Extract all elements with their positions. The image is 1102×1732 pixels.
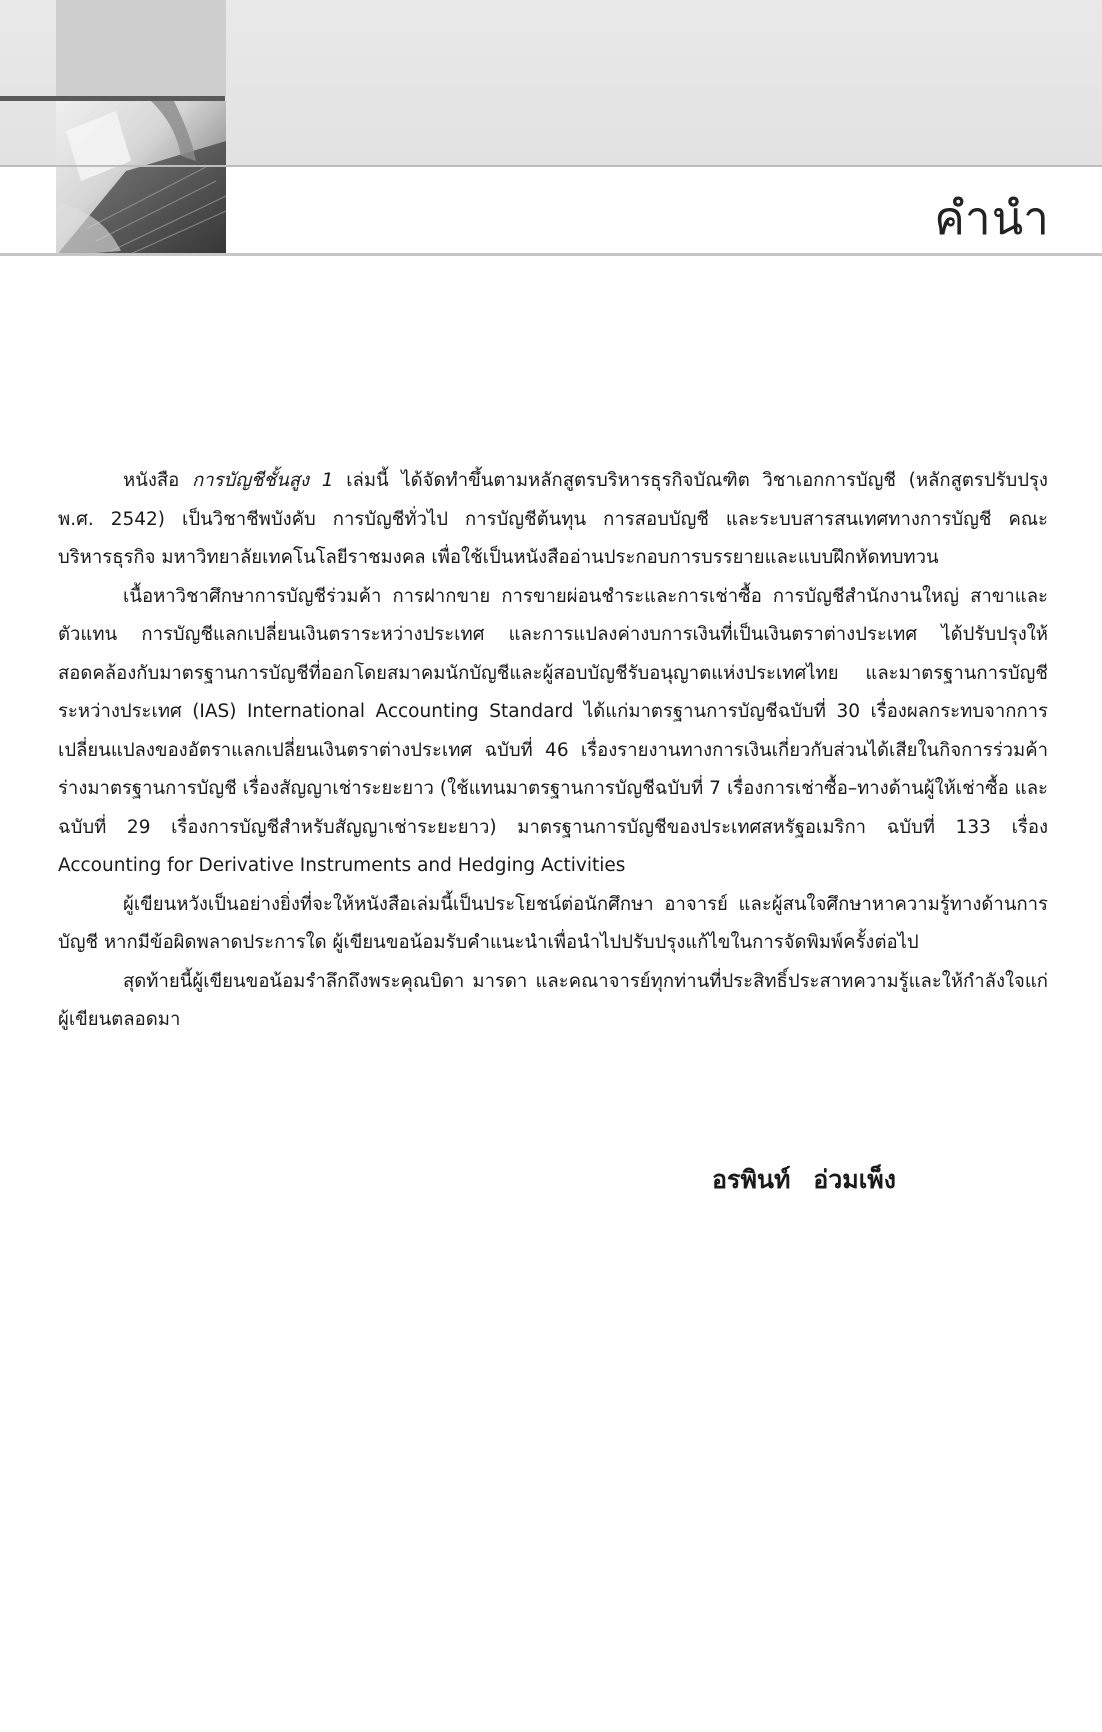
paragraph-1-intro: หนังสือ [123,470,192,491]
paragraph-4: สุดท้ายนี้ผู้เขียนขอน้อมรำลึกถึงพระคุณบิดา มารดา และคณาจารย์ทุกท่านที่ประสิทธิ์ประสาทความรู้และให้กำลังใจแก่ผู้เขียนตลอดมา [58,970,1048,1030]
paragraph-2: เนื้อหาวิชาศึกษาการบัญชีร่วมค้า การฝากขาย การขายผ่อนชำระและการเช่าซื้อ การบัญชีสำนักงานใหญ่ สาขาและตัวแทน การบัญชีแลกเปลี่ยนเงินตราระหว่างประเทศ และการแปลงค่างบการเงินที่เป็นเงินตราต่างประเทศ ได้ปรับปรุงให้สอดคล้องกับมาตรฐานการบัญชีที่ออกโดยสมาคมนักบัญชีและผู้สอบบัญชีรับอนุญาตแห่งประเทศไทย และมาตรฐานการบัญชีระหว่างประเทศ (IAS) International Accounting Standard ได้แก่มาตรฐานการบัญชีฉบับที่ 30 เรื่องผลกระทบจากการเปลี่ยนแปลงของอัตราแลกเปลี่ยนเงินตราต่างประเทศ ฉบับที่ 46 เรื่องรายงานทางการเงินเกี่ยวกับส่วนได้เสียในกิจการร่วมค้า ร่างมาตรฐานการบัญชี เรื่องสัญญาเช่าระยะยาว (ใช้แทนมาตรฐานการบัญชีฉบับที่ 7 เรื่องการเช่าซื้อ–ทางด้านผู้ให้เช่าซื้อ และฉบับที่ 29 เรื่องการบัญชีสำหรับสัญญาเช่าระยะยาว) มาตรฐานการบัญชีของประเทศสหรัฐอเมริกา ฉบับที่ 133 เรื่อง Accounting for Derivative Instruments and Hedging Activities [58,585,1048,876]
paragraph-1 [58,462,1048,578]
hand-keyboard-illustration [56,101,226,256]
header-photo [56,0,226,256]
paragraph-1-text: เล่มนี้ ได้จัดทำขึ้นตามหลักสูตรบริหารธุรกิจบัณฑิต วิชาเอกการบัญชี (หลักสูตรปรับปรุง พ.ศ. 2542) เป็นวิชาชีพบังคับ การบัญชีทั่วไป การบัญชีต้นทุน การสอบบัญชี และระบบสารสนเทศทางการบัญชี คณะบริหารธุรกิจ มหาวิทยาลัยเทคโนโลยีราชมงคล เพื่อใช้เป็นหนังสืออ่านประกอบการบรรยายและแบบฝึกหัดทบทวน [58,470,1048,568]
header-photo-image [56,101,226,256]
paragraph-3: ผู้เขียนหวังเป็นอย่างยิ่งที่จะให้หนังสือเล่มนี้เป็นประโยชน์ต่อนักศึกษา อาจารย์ และผู้สนใจศึกษาหาความรู้ทางด้านการบัญชี หากมีข้อผิดพลาดประการใด ผู้เขียนขอน้อมรับคำแนะนำเพื่อนำไปปรับปรุงแก้ไขในการจัดพิมพ์ครั้งต่อไป [58,893,1048,953]
header-accent-line [0,96,225,101]
book-title: การบัญชีชั้นสูง 1 [191,470,334,491]
author-signature: อรพินท์ อ่วมเพ็ง [712,1165,896,1194]
page-title: คำนำ [934,191,1050,245]
preface-body [58,462,1048,1040]
header-divider-top [0,165,1102,167]
header-photo-top [56,0,226,96]
